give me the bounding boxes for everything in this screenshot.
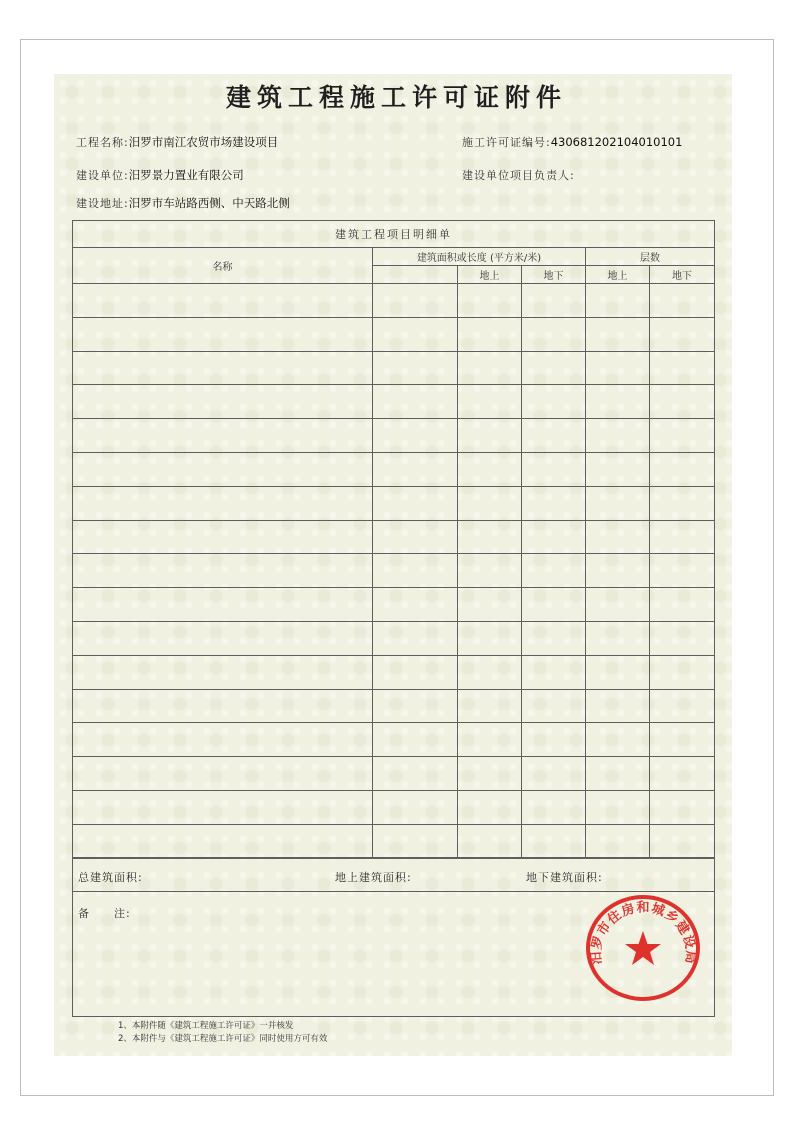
table-cell [373,723,458,757]
table-cell [650,419,715,453]
table-cell [522,520,586,554]
project-name-label: 工程名称: [76,136,129,149]
table-cell [522,554,586,588]
table-cell [373,554,458,588]
table-cell [373,790,458,824]
manager-label: 建设单位项目负责人: [462,169,575,182]
table-cell [650,723,715,757]
seal-text: 汨罗市住房和城乡建设局 [589,900,698,965]
notes [118,1020,327,1046]
table-cell [458,284,522,318]
table-cell [650,621,715,655]
below-area-label: 地下建筑面积: [526,871,603,884]
table-cell [458,655,522,689]
table-row [73,486,715,520]
table-cell [373,452,458,486]
table-row [73,757,715,791]
table-cell [373,655,458,689]
table-cell [73,284,373,318]
table-cell [73,588,373,622]
table-cell [522,317,586,351]
table-cell [522,824,586,858]
table-cell [458,520,522,554]
table-cell [586,520,650,554]
table-cell [650,790,715,824]
table-cell [586,790,650,824]
table-cell [522,486,586,520]
column-header-floors-below: 地下 [650,266,715,284]
table-cell [650,452,715,486]
table-cell [650,588,715,622]
above-area-label: 地上建筑面积: [335,871,412,884]
table-row [73,689,715,723]
table-cell [458,689,522,723]
table-cell [586,655,650,689]
table-cell [373,486,458,520]
table-cell [373,520,458,554]
table-cell [586,824,650,858]
table-cell [522,284,586,318]
builder-label: 建设单位: [76,169,129,182]
table-cell [522,689,586,723]
table-cell [586,351,650,385]
table-cell [586,284,650,318]
table-cell [650,284,715,318]
table-row [73,419,715,453]
table-row [73,284,715,318]
table-row [73,554,715,588]
table-cell [73,790,373,824]
column-header-area: 建筑面积或长度 (平方米/米) [373,248,586,266]
table-cell [522,655,586,689]
table-cell [73,757,373,791]
column-header-name: 名称 [73,248,373,284]
table-cell [73,486,373,520]
table-row [73,655,715,689]
table-cell [650,655,715,689]
table-cell [458,385,522,419]
table-row [73,790,715,824]
table-cell [586,757,650,791]
table-row [73,452,715,486]
table-row [73,588,715,622]
address-value: 汨罗市车站路西侧、中天路北侧 [128,196,290,210]
table-cell [458,790,522,824]
note-item: 1、本附件随《建筑工程施工许可证》一并核发 [118,1021,294,1031]
table-cell [373,689,458,723]
table-cell [373,284,458,318]
detail-table [72,220,715,859]
table-cell [458,486,522,520]
seal-star-icon [625,931,661,965]
table-cell [586,689,650,723]
table-cell [650,689,715,723]
table-cell [586,486,650,520]
table-cell [586,317,650,351]
table-cell [650,385,715,419]
table-cell [522,757,586,791]
table-cell [586,452,650,486]
table-cell [73,554,373,588]
table-cell [73,452,373,486]
table-cell [522,419,586,453]
table-cell [373,757,458,791]
table-cell [650,824,715,858]
table-cell [73,723,373,757]
table-cell [522,588,586,622]
table-cell [650,757,715,791]
table-cell [458,757,522,791]
table-cell [458,317,522,351]
permit-number-field [462,134,682,150]
permit-number-value: 430681202104010101 [550,135,683,149]
table-cell [458,723,522,757]
table-cell [73,317,373,351]
totals-row [73,858,714,892]
table-cell [522,385,586,419]
table-row [73,824,715,858]
table-cell [650,351,715,385]
project-name-value: 汨罗市南江农贸市场建设项目 [128,135,279,149]
column-header-area-above: 地上 [458,266,522,284]
table-cell [650,554,715,588]
table-cell [586,588,650,622]
table-cell [458,452,522,486]
table-cell [586,385,650,419]
manager-field [462,167,575,183]
address-label: 建设地址: [76,197,129,210]
table-cell [650,520,715,554]
table-cell [373,419,458,453]
table-cell [650,486,715,520]
table-row [73,351,715,385]
table-cell [373,317,458,351]
remark-label: 备 注: [78,907,131,920]
table-cell [373,385,458,419]
table-cell [458,588,522,622]
table-cell [458,824,522,858]
document-title: 建筑工程施工许可证附件 [225,83,567,112]
table-cell [522,452,586,486]
builder-value: 汨罗景力置业有限公司 [128,168,244,182]
table-cell [73,419,373,453]
table-row [73,385,715,419]
table-cell [522,621,586,655]
builder-field [76,167,244,183]
column-header-area-below: 地下 [522,266,586,284]
table-cell [73,689,373,723]
table-cell [586,723,650,757]
detail-table-caption: 建筑工程项目明细单 [73,221,715,248]
table-row [73,723,715,757]
table-cell [73,655,373,689]
total-area-label: 总建筑面积: [78,871,143,884]
table-cell [650,317,715,351]
table-cell [73,520,373,554]
table-cell [73,621,373,655]
table-cell [522,790,586,824]
table-row [73,621,715,655]
table-cell [373,588,458,622]
table-cell [458,554,522,588]
table-cell [73,385,373,419]
table-cell [522,723,586,757]
note-item: 2、本附件与《建筑工程施工许可证》同时使用方可有效 [118,1034,328,1044]
table-cell [586,621,650,655]
column-header-floors-above: 地上 [586,266,650,284]
project-name-field [76,134,278,150]
table-row [73,520,715,554]
table-cell [73,351,373,385]
table-cell [458,621,522,655]
table-cell [373,621,458,655]
table-cell [586,419,650,453]
table-cell [373,824,458,858]
column-header-blank [373,266,458,284]
column-header-floors: 层数 [586,248,715,266]
official-seal [583,893,703,1003]
address-field [76,195,290,211]
table-cell [373,351,458,385]
permit-number-label: 施工许可证编号: [462,136,551,149]
table-cell [586,554,650,588]
table-cell [458,419,522,453]
table-row [73,317,715,351]
table-cell [522,351,586,385]
table-cell [458,351,522,385]
table-cell [73,824,373,858]
